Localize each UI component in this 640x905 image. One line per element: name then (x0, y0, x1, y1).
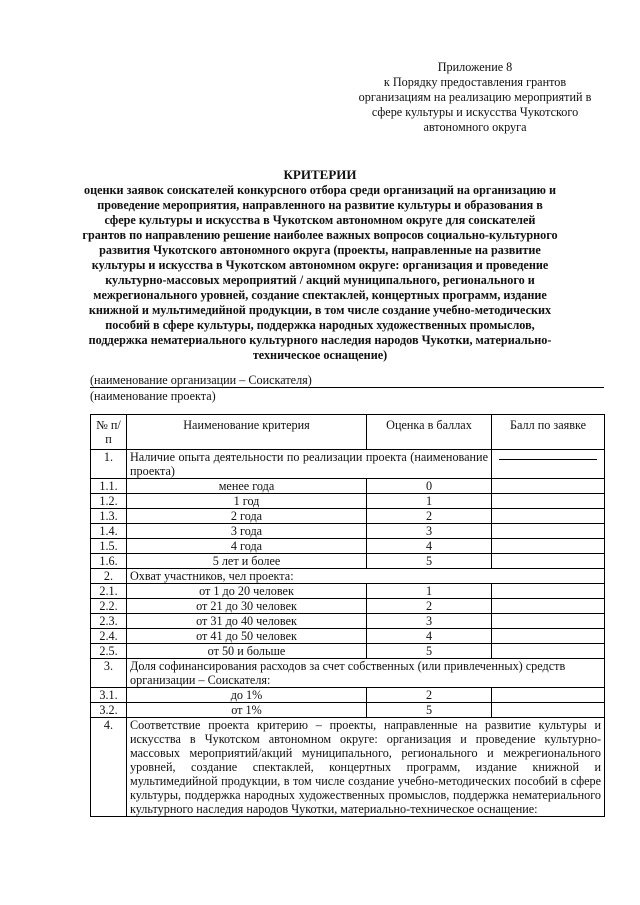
row-score: 2 (367, 599, 492, 614)
row-number: 1.3. (91, 509, 127, 524)
heading-line: грантов по направлению решение наиболее важных вопросов социально-культурного (82, 228, 558, 242)
row-score: 5 (367, 644, 492, 659)
criterion-text: Охват участников, чел проекта: (127, 569, 605, 584)
table-row (91, 688, 605, 703)
row-number: 1.4. (91, 524, 127, 539)
header-criterion: Наименование критерия (127, 415, 367, 450)
row-label: от 1% (127, 703, 367, 718)
criteria-table (90, 414, 605, 817)
table-row (91, 629, 605, 644)
criterion-number: 2. (91, 569, 127, 584)
criterion-row (91, 659, 605, 688)
row-label: от 31 до 40 человек (127, 614, 367, 629)
heading-line: пособий в сфере культуры, поддержка народных художественных промыслов, (105, 318, 535, 332)
table-row (91, 524, 605, 539)
table-row (91, 599, 605, 614)
appendix-line: Приложение 8 (437, 60, 513, 74)
heading-line: культурно-массовых мероприятий / акций муниципального, регионального и (105, 273, 535, 287)
row-score: 4 (367, 539, 492, 554)
table-row (91, 584, 605, 599)
row-label: от 41 до 50 человек (127, 629, 367, 644)
row-score: 4 (367, 629, 492, 644)
row-number: 2.2. (91, 599, 127, 614)
header-num: № п/п (91, 415, 127, 450)
heading-line: книжной и мультимедийной продукции, в том числе создание учебно-методических (88, 303, 552, 317)
table-row (91, 703, 605, 718)
application-score-cell[interactable] (492, 644, 605, 659)
criterion-row (91, 718, 605, 817)
header-score: Оценка в баллах (367, 415, 492, 450)
appendix-line: организациям на реализацию мероприятий в (358, 90, 592, 104)
row-number: 1.2. (91, 494, 127, 509)
application-score-cell[interactable] (492, 688, 605, 703)
criterion-text: Соответствие проекта критерию – проекты, направленные на развитие культуры и искусства в Чукотском автономном округе: организация и проведение культурно-массовых мероприятий/акций муниципального, регионального и межрегионального уровней, создание спектаклей, концертных программ, издание книжной и мультимедийной продукции, в том числе создание учебно-методических пособий в сфере культуры, поддержка народных художественных промыслов, поддержка нематериального культурного наследия народов Чукотки, материально-техническое оснащение: (127, 718, 605, 817)
table-row (91, 494, 605, 509)
table-row (91, 509, 605, 524)
organization-name-field[interactable]: (наименование организации – Соискателя) (90, 373, 604, 388)
application-score-cell[interactable] (492, 450, 605, 479)
table-row (91, 539, 605, 554)
document-heading (80, 167, 560, 363)
row-number: 1.6. (91, 554, 127, 569)
table-header-row (91, 415, 605, 450)
heading-line: сфере культуры и искусства в Чукотском автономном округе для соискателей (104, 213, 536, 227)
row-score: 3 (367, 614, 492, 629)
row-number: 3.1. (91, 688, 127, 703)
appendix-line: к Порядку предоставления грантов (383, 75, 567, 89)
appendix-block (330, 60, 620, 135)
row-label: 1 год (127, 494, 367, 509)
application-score-cell[interactable] (492, 629, 605, 644)
row-score: 1 (367, 584, 492, 599)
row-label: от 21 до 30 человек (127, 599, 367, 614)
row-label: 5 лет и более (127, 554, 367, 569)
row-score: 5 (367, 703, 492, 718)
row-score: 3 (367, 524, 492, 539)
heading-line: развития Чукотского автономного округа (проекты, направленные на развитие (99, 243, 541, 257)
header-application-score: Балл по заявке (492, 415, 605, 450)
criterion-number: 3. (91, 659, 127, 688)
appendix-line: сфере культуры и искусства Чукотского (371, 105, 579, 119)
score-blank-line (499, 459, 597, 460)
document-title: КРИТЕРИИ (283, 167, 357, 182)
application-score-cell[interactable] (492, 494, 605, 509)
heading-line: межрегионального уровней, создание спектаклей, концертных программ, издание (93, 288, 547, 302)
row-label: до 1% (127, 688, 367, 703)
heading-line: поддержка нематериального культурного наследия народов Чукотки, материально- (88, 333, 552, 347)
application-score-cell[interactable] (492, 479, 605, 494)
row-label: от 1 до 20 человек (127, 584, 367, 599)
row-score: 2 (367, 688, 492, 703)
row-score: 5 (367, 554, 492, 569)
row-number: 1.5. (91, 539, 127, 554)
row-number: 1.1. (91, 479, 127, 494)
heading-line: оценки заявок соискателей конкурсного отбора среди организаций на организацию и (83, 183, 557, 197)
row-score: 1 (367, 494, 492, 509)
row-number: 2.4. (91, 629, 127, 644)
application-score-cell[interactable] (492, 584, 605, 599)
criterion-row (91, 569, 605, 584)
row-number: 3.2. (91, 703, 127, 718)
heading-line: культуры и искусства в Чукотском автономном округе: организация и проведение (91, 258, 549, 272)
project-name-field[interactable]: (наименование проекта) (90, 389, 216, 403)
application-score-cell[interactable] (492, 539, 605, 554)
row-label: 4 года (127, 539, 367, 554)
row-score: 2 (367, 509, 492, 524)
row-label: менее года (127, 479, 367, 494)
table-row (91, 554, 605, 569)
table-row (91, 614, 605, 629)
criterion-row (91, 450, 605, 479)
row-number: 2.3. (91, 614, 127, 629)
row-label: 2 года (127, 509, 367, 524)
application-score-cell[interactable] (492, 599, 605, 614)
application-score-cell[interactable] (492, 524, 605, 539)
criterion-text: Доля софинансирования расходов за счет собственных (или привлеченных) средств организации – Соискателя: (127, 659, 605, 688)
appendix-line: автономного округа (423, 120, 527, 134)
row-label: 3 года (127, 524, 367, 539)
table-row (91, 479, 605, 494)
application-score-cell[interactable] (492, 703, 605, 718)
criterion-number: 4. (91, 718, 127, 817)
application-score-cell[interactable] (492, 509, 605, 524)
row-label: от 50 и больше (127, 644, 367, 659)
application-score-cell[interactable] (492, 614, 605, 629)
application-score-cell[interactable] (492, 554, 605, 569)
heading-line: проведение мероприятия, направленного на развитие культуры и образования в (97, 198, 543, 212)
row-number: 2.5. (91, 644, 127, 659)
heading-line: техническое оснащение) (252, 348, 388, 362)
row-score: 0 (367, 479, 492, 494)
criterion-number: 1. (91, 450, 127, 479)
table-row (91, 644, 605, 659)
row-number: 2.1. (91, 584, 127, 599)
criterion-text: Наличие опыта деятельности по реализации проекта (наименование проекта) (127, 450, 492, 479)
